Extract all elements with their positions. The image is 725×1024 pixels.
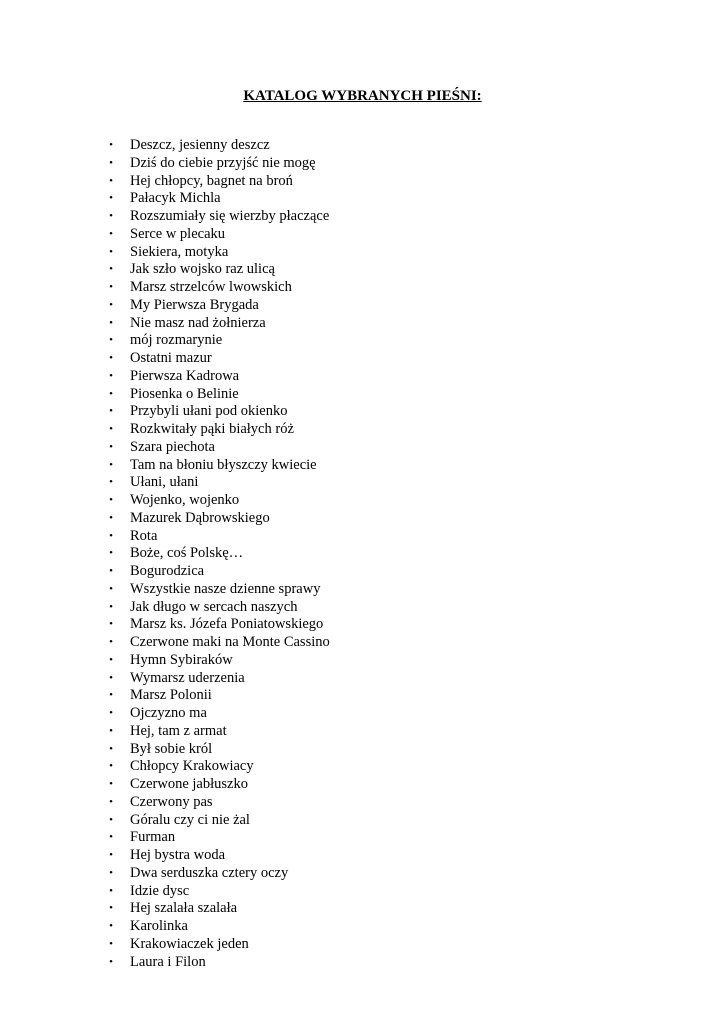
song-title: Był sobie król	[130, 740, 213, 757]
bullet-icon: •	[109, 440, 113, 453]
bullet-icon: •	[109, 724, 113, 737]
bullet-icon: •	[109, 210, 113, 222]
bullet-icon: •	[109, 352, 113, 364]
bullet-icon: •	[109, 458, 113, 471]
bullet-icon: •	[109, 263, 113, 276]
song-title: Mazurek Dąbrowskiego	[130, 509, 270, 526]
song-title: Góralu czy ci nie żal	[130, 811, 250, 828]
song-title: Serce w plecaku	[130, 225, 226, 242]
bullet-icon: •	[109, 156, 113, 169]
bullet-icon: •	[109, 671, 113, 684]
bullet-icon: •	[109, 245, 113, 258]
bullet-icon: •	[109, 689, 113, 702]
bullet-icon: •	[109, 494, 113, 506]
bullet-icon: •	[109, 547, 113, 560]
bullet-icon: •	[109, 707, 113, 719]
bullet-icon: •	[109, 778, 113, 790]
song-title: Marsz ks. Józefa Poniatowskiego	[130, 616, 324, 633]
bullet-icon: •	[109, 831, 113, 844]
song-title: Czerwony pas	[130, 793, 213, 810]
song-title: Marsz Polonii	[130, 687, 212, 704]
bullet-icon: •	[109, 227, 113, 240]
bullet-icon: •	[109, 387, 113, 400]
song-title: Piosenka o Belinie	[130, 385, 239, 402]
bullet-icon: •	[109, 849, 113, 861]
bullet-icon: •	[109, 174, 113, 187]
song-title: Chłopcy Krakowiacy	[130, 758, 254, 775]
bullet-icon: •	[109, 192, 113, 205]
song-title: Nie masz nad żołnierza	[130, 314, 266, 331]
bullet-icon: •	[109, 937, 113, 950]
song-title: My Pierwsza Brygada	[130, 296, 259, 313]
bullet-icon: •	[109, 529, 113, 542]
bullet-icon: •	[109, 281, 113, 293]
song-title: Ostatni mazur	[130, 350, 212, 366]
song-title: Pałacyk Michla	[130, 190, 221, 207]
song-title: Szara piechota	[130, 438, 215, 455]
song-title: Hej bystra woda	[130, 847, 226, 863]
bullet-icon: •	[109, 884, 113, 897]
bullet-icon: •	[109, 423, 113, 435]
bullet-icon: •	[109, 653, 113, 666]
song-title: Karolinka	[130, 918, 188, 934]
bullet-icon: •	[109, 511, 113, 524]
song-title: Rozszumiały się wierzby płaczące	[130, 208, 330, 224]
song-title: Jak szło wojsko raz ulicą	[130, 261, 275, 278]
song-title: Bogurodzica	[130, 563, 205, 579]
bullet-icon: •	[109, 298, 113, 311]
song-title: Hej szalała szalała	[130, 900, 238, 917]
song-title: Wszystkie nasze dzienne sprawy	[130, 580, 321, 597]
song-title: Pierwsza Kadrowa	[130, 367, 240, 384]
song-title: Furman	[130, 829, 176, 846]
bullet-icon: •	[109, 600, 113, 613]
song-title: Jak długo w sercach naszych	[130, 598, 298, 615]
song-title: Laura i Filon	[130, 953, 206, 970]
bullet-icon: •	[109, 316, 113, 329]
bullet-icon: •	[109, 369, 113, 382]
song-title: Dziś do ciebie przyjść nie mogę	[130, 154, 316, 171]
song-title: Hej, tam z armat	[130, 722, 227, 739]
song-title: Marsz strzelców lwowskich	[130, 279, 292, 295]
song-title: Rozkwitały pąki białych róż	[130, 421, 294, 437]
song-title: Przybyli ułani pod okienko	[130, 403, 288, 420]
bullet-icon: •	[109, 565, 113, 577]
bullet-icon: •	[109, 139, 113, 151]
song-title: Ojczyzno ma	[130, 705, 207, 721]
song-title: Wymarsz uderzenia	[130, 669, 245, 686]
bullet-icon: •	[109, 636, 113, 648]
bullet-icon: •	[109, 582, 113, 595]
bullet-icon: •	[109, 618, 113, 631]
bullet-icon: •	[109, 920, 113, 932]
bullet-icon: •	[109, 866, 113, 879]
bullet-icon: •	[109, 902, 113, 915]
song-title: Czerwone maki na Monte Cassino	[130, 634, 330, 650]
bullet-icon: •	[109, 405, 113, 418]
bullet-icon: •	[109, 742, 113, 755]
song-title: Hymn Sybiraków	[130, 651, 233, 668]
bullet-icon: •	[109, 334, 113, 347]
song-title: Boże, coś Polskę…	[130, 545, 244, 562]
song-title: Wojenko, wojenko	[130, 492, 240, 508]
bullet-icon: •	[109, 476, 113, 489]
song-title: Idzie dysc	[130, 882, 190, 899]
song-title: Ułani, ułani	[130, 474, 199, 491]
song-title: Czerwone jabłuszko	[130, 776, 248, 792]
page-title: KATALOG WYBRANYCH PIEŚNI:	[243, 88, 482, 104]
song-title: Siekiera, motyka	[130, 243, 229, 260]
song-title: mój rozmarynie	[130, 332, 223, 349]
song-title: Deszcz, jesienny deszcz	[130, 137, 270, 153]
bullet-icon: •	[109, 955, 113, 968]
song-title: Krakowiaczek jeden	[130, 935, 249, 952]
song-title: Dwa serduszka cztery oczy	[130, 864, 289, 881]
bullet-icon: •	[109, 760, 113, 773]
song-title: Rota	[130, 527, 158, 544]
bullet-icon: •	[109, 813, 113, 826]
bullet-icon: •	[109, 795, 113, 808]
song-title: Hej chłopcy, bagnet na broń	[130, 172, 293, 189]
song-title: Tam na błoniu błyszczy kwiecie	[130, 456, 317, 473]
